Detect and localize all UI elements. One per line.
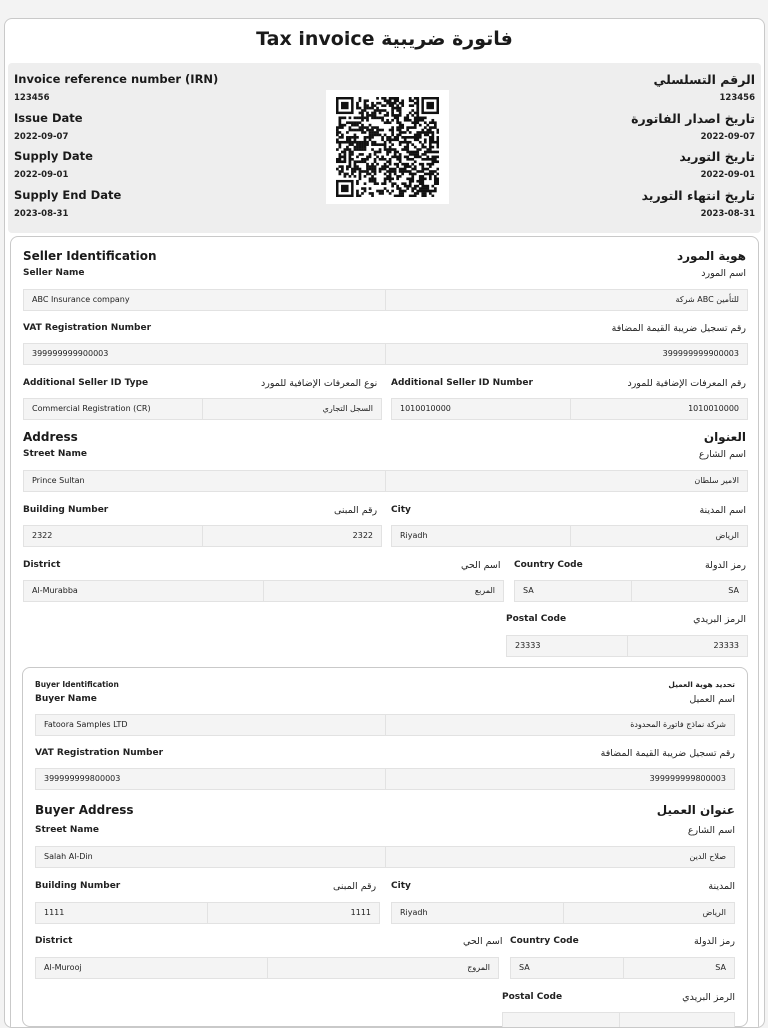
supply-end-date-value-ar: 2023-08-31 <box>700 208 755 219</box>
buyer-district-label-ar: اسم الحي <box>463 936 503 947</box>
seller-district-value-ar: المربع <box>263 580 504 602</box>
buyer-postal-label: Postal Code <box>502 992 563 1002</box>
qr-code <box>326 90 449 204</box>
seller-postal-value: 23333 <box>506 635 628 657</box>
seller-name-label-ar: اسم المورد <box>701 268 746 279</box>
irn-label-ar: الرقم التسلسلي <box>653 72 755 87</box>
issue-date-label: Issue Date <box>14 110 83 125</box>
buyer-city-value-ar: الرياض <box>563 902 735 924</box>
seller-city-label: City <box>391 505 411 515</box>
seller-title: Seller Identification <box>23 249 157 263</box>
buyer-street-label: Street Name <box>35 825 99 835</box>
seller-vat-value-ar: 399999999900003 <box>385 343 748 365</box>
seller-card <box>10 236 759 1028</box>
seller-postal-label-ar: الرمز البريدي <box>693 614 746 625</box>
seller-id-number-value-ar: 1010010000 <box>570 398 748 420</box>
seller-district-label: District <box>23 560 61 570</box>
seller-city-value: Riyadh <box>391 525 571 547</box>
seller-street-value: Prince Sultan <box>23 470 386 492</box>
header-left <box>14 70 218 224</box>
buyer-name-value: Fatoora Samples LTD <box>35 714 386 736</box>
buyer-country-label-ar: رمز الدولة <box>693 936 735 947</box>
buyer-name-label: Buyer Name <box>35 694 97 704</box>
seller-country-label-ar: رمز الدولة <box>704 560 746 571</box>
seller-vat-value: 399999999900003 <box>23 343 386 365</box>
buyer-district-value: Al-Murooj <box>35 957 268 979</box>
buyer-district-label: District <box>35 936 73 946</box>
buyer-city-label-ar: المدينة <box>708 881 735 892</box>
seller-id-type-value-ar: السجل التجاري <box>202 398 382 420</box>
seller-vat-label-ar: رقم تسجيل ضريبة القيمة المضافة <box>611 323 746 334</box>
buyer-postal-value-ar <box>619 1012 735 1028</box>
supply-end-date-label-ar: تاريخ انتهاء التوريد <box>641 187 755 203</box>
seller-title-ar: هوية المورد <box>676 249 746 263</box>
seller-id-type-label-ar: نوع المعرفات الإضافية للمورد <box>261 378 378 389</box>
seller-street-value-ar: الامير سلطان <box>385 470 748 492</box>
seller-address-title: Address <box>23 430 78 444</box>
seller-district-label-ar: اسم الحي <box>461 560 501 571</box>
buyer-title-ar: تحديد هوية العميل <box>668 680 735 689</box>
buyer-country-value: SA <box>510 957 624 979</box>
seller-id-type-label: Additional Seller ID Type <box>23 378 149 388</box>
seller-name-value: ABC Insurance company <box>23 289 386 311</box>
buyer-postal-label-ar: الرمز البريدي <box>682 992 735 1003</box>
seller-building-label: Building Number <box>23 505 109 515</box>
buyer-building-value-ar: 1111 <box>207 902 380 924</box>
issue-date-label-ar: تاريخ اصدار الفاتورة <box>631 110 755 126</box>
header-right <box>631 70 755 224</box>
buyer-street-value-ar: صلاح الدين <box>385 846 735 868</box>
buyer-district-value-ar: المروج <box>267 957 499 979</box>
issue-date-value-ar: 2022-09-07 <box>700 131 755 142</box>
buyer-vat-label-ar: رقم تسجيل ضريبة القيمة المضافة <box>600 748 735 759</box>
buyer-country-label: Country Code <box>510 936 579 946</box>
buyer-street-value: Salah Al-Din <box>35 846 386 868</box>
buyer-name-value-ar: شركة نماذج فاتورة المحدودة <box>385 714 735 736</box>
buyer-building-value: 1111 <box>35 902 208 924</box>
buyer-name-label-ar: اسم العميل <box>689 694 735 705</box>
buyer-address-title-ar: عنوان العميل <box>656 803 735 817</box>
buyer-country-value-ar: SA <box>623 957 735 979</box>
seller-district-value: Al-Murabba <box>23 580 264 602</box>
invoice-header <box>8 63 761 233</box>
irn-value: 123456 <box>14 93 50 103</box>
seller-postal-value-ar: 23333 <box>627 635 748 657</box>
seller-id-number-label-ar: رقم المعرفات الإضافية للمورد <box>627 378 746 389</box>
buyer-street-label-ar: اسم الشارع <box>687 825 735 836</box>
buyer-vat-label: VAT Registration Number <box>35 748 164 758</box>
seller-country-label: Country Code <box>514 560 583 570</box>
seller-street-label-ar: اسم الشارع <box>698 449 746 460</box>
seller-vat-label: VAT Registration Number <box>23 323 152 333</box>
supply-date-label-ar: تاريخ التوريد <box>679 149 755 164</box>
supply-date-value-ar: 2022-09-01 <box>700 170 755 180</box>
buyer-card <box>22 667 748 1027</box>
buyer-city-label: City <box>391 881 411 891</box>
seller-name-label: Seller Name <box>23 268 85 278</box>
seller-name-value-ar: شركة ABC للتأمين <box>385 289 748 311</box>
seller-building-value: 2322 <box>23 525 203 547</box>
seller-city-label-ar: اسم المدينة <box>699 505 746 516</box>
invoice-title: Tax invoice فاتورة ضريبية <box>256 28 513 50</box>
invoice-page <box>4 18 765 1028</box>
seller-country-value: SA <box>514 580 632 602</box>
seller-id-type-value: Commercial Registration (CR) <box>23 398 203 420</box>
buyer-city-value: Riyadh <box>391 902 564 924</box>
seller-city-value-ar: الرياض <box>570 525 748 547</box>
seller-building-label-ar: رقم المبنى <box>334 505 378 516</box>
buyer-vat-value: 399999999800003 <box>35 768 386 790</box>
seller-address-title-ar: العنوان <box>703 430 746 444</box>
irn-value-ar: 123456 <box>719 93 755 103</box>
supply-end-date-value: 2023-08-31 <box>14 208 69 219</box>
seller-street-label: Street Name <box>23 449 87 459</box>
seller-postal-label: Postal Code <box>506 614 567 624</box>
supply-date-value: 2022-09-01 <box>14 170 69 180</box>
seller-country-value-ar: SA <box>631 580 748 602</box>
seller-building-value-ar: 2322 <box>202 525 382 547</box>
buyer-postal-value <box>502 1012 620 1028</box>
issue-date-value: 2022-09-07 <box>14 131 69 142</box>
seller-id-number-value: 1010010000 <box>391 398 571 420</box>
buyer-building-label-ar: رقم المبنى <box>333 881 377 892</box>
irn-label: Invoice reference number (IRN) <box>14 72 219 86</box>
buyer-building-label: Building Number <box>35 881 121 891</box>
buyer-title: Buyer Identification <box>35 680 119 689</box>
seller-id-number-label: Additional Seller ID Number <box>391 378 533 388</box>
buyer-vat-value-ar: 399999999800003 <box>385 768 735 790</box>
supply-end-date-label: Supply End Date <box>14 187 122 202</box>
supply-date-label: Supply Date <box>14 149 93 163</box>
buyer-address-title: Buyer Address <box>35 803 134 817</box>
